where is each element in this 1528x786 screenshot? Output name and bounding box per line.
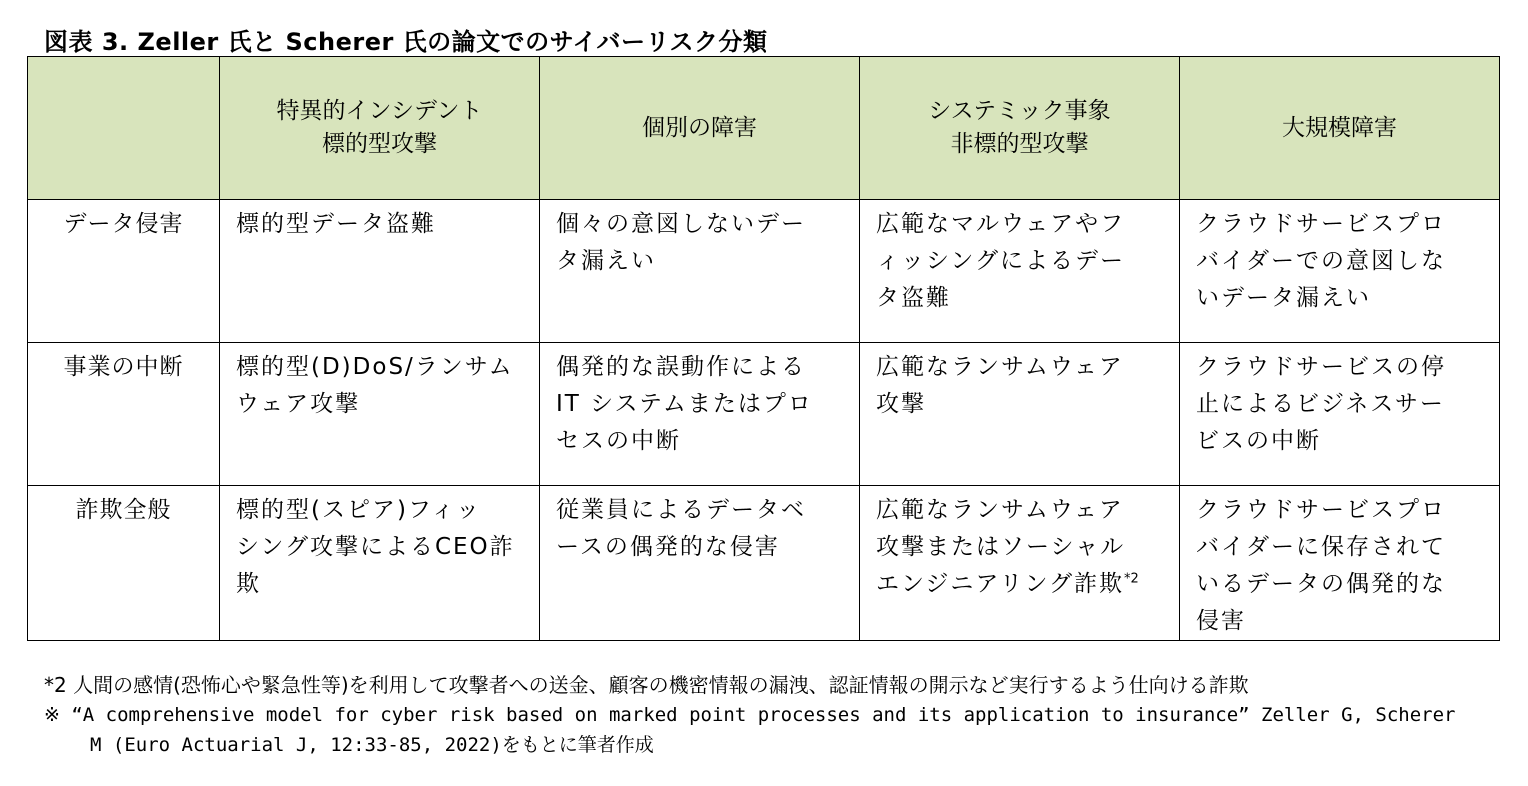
table-cell [220,343,540,486]
row-header: 事業の中断 [28,343,220,486]
cell-line: 偶発的な誤動作による [556,354,806,380]
cell-line: 攻撃 [876,391,926,417]
cell-line: シング攻撃によるCEO詐 [236,534,515,560]
cell-line: 攻撃またはソーシャル [876,534,1126,560]
cell-line: タ漏えい [556,248,656,274]
table-cell [860,486,1180,641]
table-cell [860,343,1180,486]
column-header-1 [220,57,540,200]
table-row [28,200,1500,343]
header-corner-cell [28,57,220,200]
cell-line: セスの中断 [556,428,681,454]
column-header-3 [860,57,1180,200]
footnote-marker: *2 [1124,571,1139,587]
cell-line: 広範なマルウェアやフ [876,211,1126,237]
table-cell [1180,343,1500,486]
table-cell [540,343,860,486]
cell-line: 標的型データ盗難 [236,211,436,237]
cell-line: IT システムまたはプロ [556,391,813,417]
column-header-line: 非標的型攻撃 [950,131,1089,157]
table-cell [1180,200,1500,343]
cell-line: 広範なランサムウェア [876,354,1124,380]
cell-line: クラウドサービスプロ [1196,497,1446,523]
source-note-line1: ※ “A comprehensive model for cyber risk based on marked point processes and its application to insurance” Zeller G, Scherer [44,704,1456,726]
column-header-line: 個別の障害 [642,114,757,141]
cell-line: バイダーに保存されて [1196,534,1446,560]
source-note-line2: M (Euro Actuarial J, 12:33-85, 2022)をもとに筆者作成 [90,734,654,756]
table-cell [860,200,1180,343]
column-header-line: 大規模障害 [1282,114,1397,141]
figure-title: 図表 3. Zeller 氏と Scherer 氏の論文でのサイバーリスク分類 [44,28,768,56]
row-header: 詐欺全般 [28,486,220,641]
table-row [28,343,1500,486]
footnotes [44,670,1455,760]
cell-line: クラウドサービスプロ [1196,211,1446,237]
column-header-line: 特異的インシデント [276,98,483,124]
table-cell [1180,486,1500,641]
cell-line: ウェア攻撃 [236,391,361,417]
table-cell [220,200,540,343]
table-header-row [28,57,1500,200]
cell-line: 標的型(D)DoS/ランサム [236,354,514,380]
cell-line: 個々の意図しないデー [556,211,806,237]
cell-line: バイダーでの意図しな [1196,248,1446,274]
cell-line: エンジニアリング詐欺$^{*2}$ [876,571,1139,597]
cell-line: ースの偶発的な侵害 [556,534,780,560]
table-cell [540,486,860,641]
column-header-2 [540,57,860,200]
cell-line: 侵害 [1196,608,1246,634]
column-header-4 [1180,57,1500,200]
table-row [28,486,1500,641]
column-header-line: システミック事象 [928,98,1111,124]
cell-line: ビスの中断 [1196,428,1321,454]
cell-line: クラウドサービスの停 [1196,354,1446,380]
cyber-risk-table [27,56,1500,641]
cell-line: いデータ漏えい [1196,285,1371,311]
cell-line: 欺 [236,571,261,597]
table-cell [220,486,540,641]
cell-line: 止によるビジネスサー [1196,391,1445,417]
cell-line: 広範なランサムウェア [876,497,1124,523]
footnote-2: *2 人間の感情(恐怖心や緊急性等)を利用して攻撃者への送金、顧客の機密情報の漏洩、認証情報の開示など実行するよう仕向ける詐欺 [44,673,1249,697]
cell-line: ィッシングによるデー [876,248,1125,274]
column-header-line: 標的型攻撃 [322,131,437,157]
table-cell [540,200,860,343]
cell-line: 従業員によるデータベ [556,497,806,523]
cell-line: いるデータの偶発的な [1196,571,1446,597]
cell-line: タ盗難 [876,285,951,311]
row-header: データ侵害 [28,200,220,343]
cell-line: 標的型(スピア)フィッ [236,497,482,523]
